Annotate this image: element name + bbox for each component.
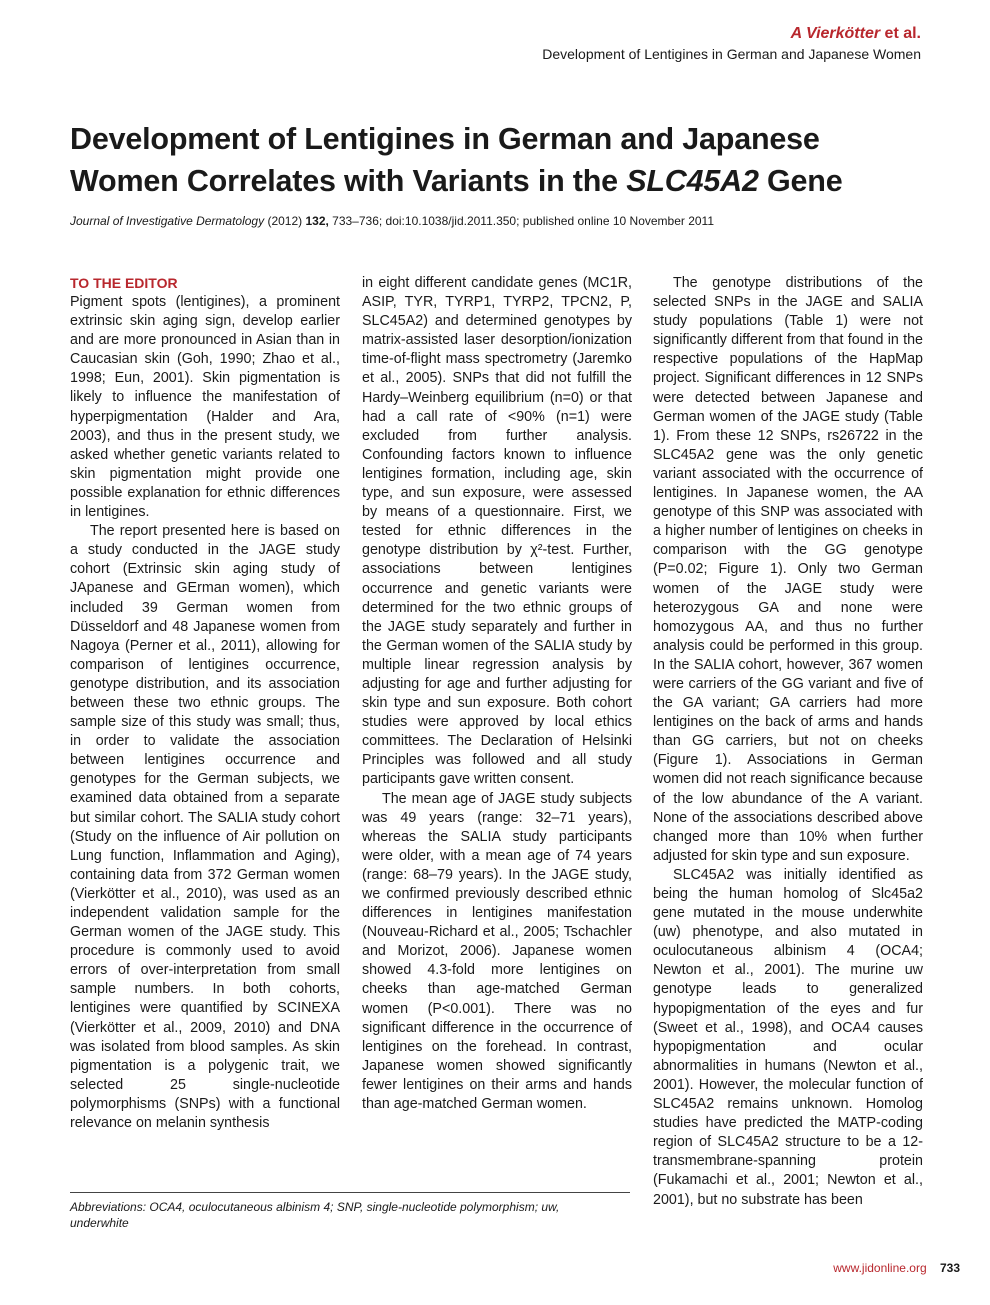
running-head bbox=[542, 24, 921, 63]
paragraph: The genotype distributions of the selected SNPs in the JAGE and SALIA study populations (Table 1) were not significantly different from that found in the respective populations of the HapMap project. Significant differences in 12 SNPs were detected between Japanese and German women of the JAGE study (Table 1). From these 12 SNPs, rs26722 in the SLC45A2 gene was the only genetic variant associated with the occurrence of lentigines. In Japanese women, the AA genotype of this SNP was associated with a higher number of lentigines on cheeks in comparison with the GG genotype (P=0.02; Figure 1). Only two German women of the JAGE study were heterozygous GA and none were homozygous AA, and thus no further analysis could be performed in this group. In the SALIA cohort, however, 367 women were carriers of the GG variant and five of the GA variant; GA carriers had more lentigines on the back of arms and hands than GG carriers, but not on cheeks (Figure 1). Associations in German women did not reach significance because of the low abundance of the A variant. None of the associations described above changed more than 10% when further adjusted for skin type and sun exposure. bbox=[653, 275, 923, 864]
paragraph: in eight different candidate genes (MC1R, ASIP, TYR, TYRP1, TYRP2, TPCN2, P, SLC45A2) and determined genotypes by matrix-assisted laser desorption/ionization time-of-flight mass spectrometry (Jaremko et al., 2005). SNPs that did not fulfill the Hardy–Weinberg equilibrium (n=0) or that had a call rate of <90% (n=1) were excluded from further analysis. Confounding factors known to influence lentigines formation, including age, skin type, and sun exposure, were assessed by means of a questionnaire. First, we tested for ethnic differences in the genotype distribution by χ²-test. Further, associations between lentigines occurrence and genetic variants were determined for the two ethnic groups of the JAGE study separately and further in the German women of the SALIA study by multiple linear regression analysis by adjusting for age and further adjusting for skin type and sun exposure. Both cohort studies were approved by local ethics committees. The Declaration of Helsinki Principles was followed and all study participants gave written consent. bbox=[362, 275, 632, 788]
text-column-3 bbox=[653, 274, 923, 1210]
paragraph: The mean age of JAGE study subjects was 49 years (range: 32–71 years), whereas the SALIA study participants were older, with a mean age of 74 years (range: 68–79 years). In the JAGE study, we confirmed previously described ethnic differences in lentigines manifestation (Nouveau-Richard et al., 2005; Tschachler and Morizot, 2006). Japanese women showed 4.3-fold more lentigines on cheeks than age-matched German women (P<0.001). There was no significant difference in the occurrence of lentigines on the forehead. In contrast, Japanese women showed significantly fewer lentigines on their arms and hands than age-matched German women. bbox=[362, 790, 632, 1113]
page-footer bbox=[833, 1260, 960, 1276]
citation-line: Journal of Investigative Dermatology (2012) 132, 733–736; doi:10.1038/jid.2011.350; published online 10 November 2011 bbox=[70, 214, 715, 228]
running-head-title: Development of Lentigines in German and Japanese Women bbox=[542, 46, 921, 62]
text-column-2 bbox=[362, 274, 632, 1114]
section-heading: TO THE EDITOR bbox=[70, 275, 178, 291]
article-title: Development of Lentigines in German and Japanese Women Correlates with Variants in the SLC45A2 Gene bbox=[70, 122, 843, 198]
running-head-author: A Vierkötter et al. bbox=[790, 25, 921, 42]
text-column-1 bbox=[70, 274, 340, 1133]
paragraph: The report presented here is based on a study conducted in the JAGE study cohort (Extrinsic skin aging study of JApanese and GErman women), which included 39 German women from Düsseldorf and 48 Japanese women from Nagoya (Perner et al., 2011), allowing for comparison of lentigines occurrence, genotype distribution, and its association between these two ethnic groups. The sample size of this study was small; thus, in order to validate the association between lentigines occurrence and genotypes for the German subjects, we examined data obtained from a separate but similar cohort. The SALIA study cohort (Study on the influence of Air pollution on Lung function, Inflammation and Aging), containing data from 372 German women (Vierkötter et al., 2010), was used as an independent validation sample for the German women of the JAGE study. This procedure is commonly used to avoid errors of over-interpretation from small sample numbers. In both cohorts, lentigines were quantified by SCINEXA (Vierkötter et al., 2009, 2010) and DNA was isolated from blood samples. As skin pigmentation is a polygenic trait, we selected 25 single-nucleotide polymorphisms (SNPs) with a functional relevance on melanin synthesis bbox=[70, 523, 340, 1132]
paragraph: SLC45A2 was initially identified as being the human homolog of Slc45a2 gene mutated in the mouse underwhite (uw) phenotype, and also mutated in oculocutaneous albinism 4 (OCA4; Newton et al., 2001). The murine uw genotype leads to generalized hypopigmentation of the eyes and fur (Sweet et al., 1998), and OCA4 causes hypopigmentation and ocular abnormalities in humans (Newton et al., 2001). However, the molecular function of SLC45A2 remains unknown. Homolog studies have predicted the MATP-coding region of SLC45A2 structure to be a 12-transmembrane-spanning protein (Fukamachi et al., 2001; Newton et al., 2001), but no substrate has been bbox=[653, 866, 923, 1208]
abbreviations-footnote: Abbreviations: OCA4, oculocutaneous albinism 4; SNP, single-nucleotide polymorphism; uw, underwhite bbox=[70, 1200, 560, 1230]
paragraph: Pigment spots (lentigines), a prominent extrinsic skin aging sign, develop earlier and are more pronounced in Asian than in Caucasian skin (Goh, 1990; Zhao et al., 1998; Eun, 2001). Skin pigmentation is likely to influence the manifestation of hyperpigmentation (Halder and Ara, 2003), and thus in the present study, we asked whether genetic variants related to skin pigmentation might provide one possible explanation for ethnic differences in lentigines. bbox=[70, 294, 340, 521]
page-number: 733 bbox=[939, 1261, 960, 1275]
journal-website-link[interactable]: www.jidonline.org bbox=[833, 1261, 927, 1275]
footnote-divider bbox=[70, 1192, 630, 1193]
